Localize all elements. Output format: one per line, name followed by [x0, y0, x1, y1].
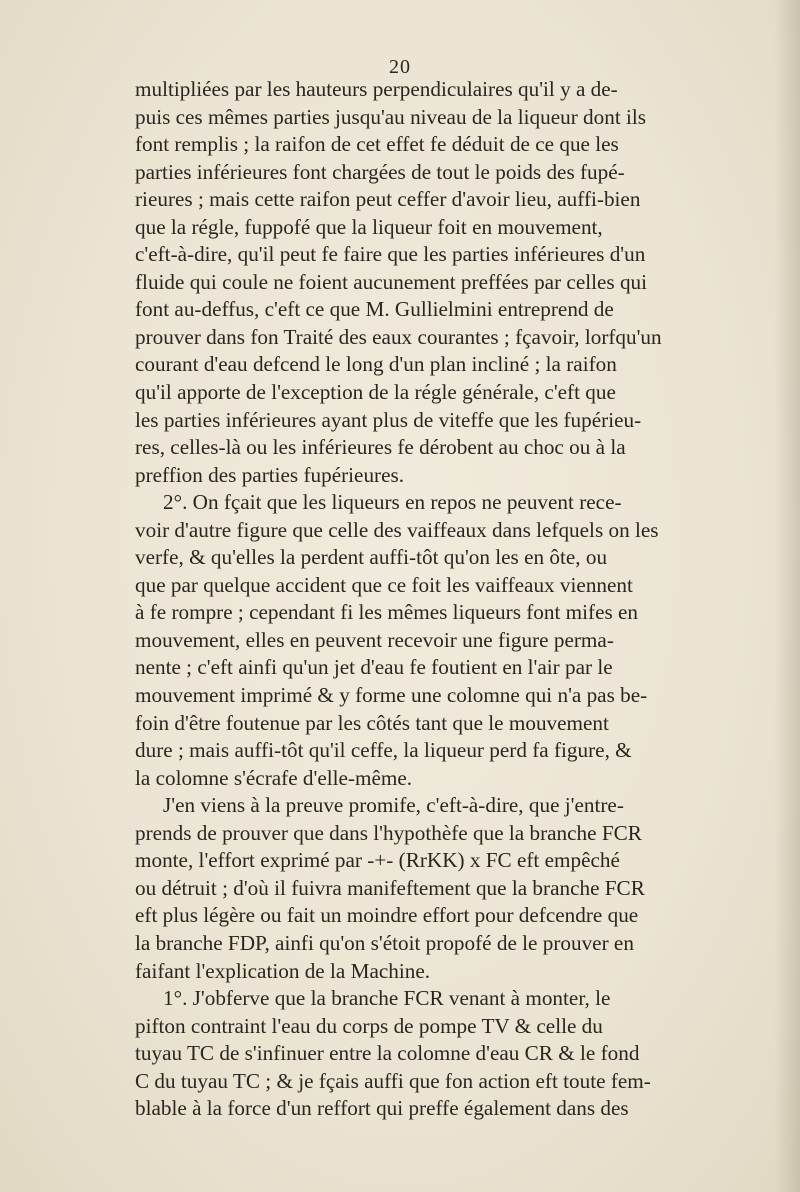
text-line: tuyau TC de s'infinuer entre la colomne d'eau CR & le fond — [135, 1041, 640, 1066]
text-line: multipliées par les hauteurs perpendiculaires qu'il y a de- — [135, 77, 618, 101]
text-line: blable à la force d'un reffort qui preffe également dans des — [135, 1096, 629, 1121]
text-line: fluide qui coule ne foient aucunement preffées par celles qui — [135, 269, 648, 294]
text-line: preffion des parties fupérieures. — [135, 462, 405, 487]
text-line: verfe, & qu'elles la perdent auffi-tôt qu'on les en ôte, ou — [135, 545, 608, 570]
text-line: 1°. J'obferve que la branche FCR venant à monter, le — [163, 986, 611, 1011]
text-line: mouvement, elles en peuvent recevoir une figure perma- — [135, 627, 614, 652]
text-line: pifton contraint l'eau du corps de pompe TV & celle du — [135, 1013, 603, 1038]
text-line: res, celles-là ou les inférieures fe dérobent au choc ou à la — [135, 435, 626, 460]
page-number: 20 — [389, 56, 411, 78]
text-line: rieures ; mais cette raifon peut ceffer d'avoir lieu, auffi-bien — [135, 187, 641, 212]
text-line: la colomne s'écrafe d'elle-même. — [135, 765, 413, 790]
text-line: qu'il apporte de l'exception de la régle générale, c'eft que — [135, 380, 616, 405]
text-line: parties inférieures font chargées de tout le poids des fupé- — [135, 159, 625, 184]
text-line: nente ; c'eft ainfi qu'un jet d'eau fe foutient en l'air par le — [135, 655, 613, 680]
paragraph-4 — [135, 985, 705, 1123]
text-line: ou détruit ; d'où il fuivra manifeftement que la branche FCR — [135, 875, 645, 900]
text-line: que par quelque accident que ce foit les vaiffeaux viennent — [135, 572, 633, 597]
text-line: C du tuyau TC ; & je fçais auffi que fon action eft toute fem- — [135, 1068, 651, 1093]
text-line: font au-deffus, c'eft ce que M. Gullielmini entreprend de — [135, 297, 614, 322]
paragraph-1 — [135, 76, 705, 489]
page-edge-shadow — [774, 0, 800, 1192]
paragraph-3 — [135, 792, 705, 985]
text-line: faifant l'explication de la Machine. — [135, 958, 431, 983]
text-line: mouvement imprimé & y forme une colomne qui n'a pas be- — [135, 683, 648, 708]
text-line: foin d'être foutenue par les côtés tant que le mouvement — [135, 710, 609, 735]
text-line: c'eft-à-dire, qu'il peut fe faire que les parties inférieures d'un — [135, 242, 646, 267]
text-line: prouver dans fon Traité des eaux courantes ; fçavoir, lorfqu'un — [135, 324, 662, 349]
text-line: voir d'autre figure que celle des vaiffeaux dans lefquels on les — [135, 517, 659, 542]
text-line: puis ces mêmes parties jusqu'au niveau de la liqueur dont ils — [135, 104, 647, 129]
text-line: eft plus légère ou fait un moindre effort pour defcendre que — [135, 903, 639, 928]
body-text — [135, 76, 705, 1123]
text-line: font remplis ; la raifon de cet effet fe déduit de ce que les — [135, 132, 619, 157]
text-line: prends de prouver que dans l'hypothèfe que la branche FCR — [135, 820, 642, 845]
text-line: 2°. On fçait que les liqueurs en repos ne peuvent rece- — [163, 490, 622, 515]
text-line: la branche FDP, ainfi qu'on s'étoit propofé de le prouver en — [135, 930, 634, 955]
text-line: dure ; mais auffi-tôt qu'il ceffe, la liqueur perd fa figure, & — [135, 738, 632, 763]
text-line: courant d'eau defcend le long d'un plan incliné ; la raifon — [135, 352, 617, 377]
text-line: les parties inférieures ayant plus de viteffe que les fupérieu- — [135, 407, 642, 432]
text-line: que la régle, fuppofé que la liqueur foit en mouvement, — [135, 214, 603, 239]
text-line: à fe rompre ; cependant fi les mêmes liqueurs font mifes en — [135, 600, 639, 625]
text-line: monte, l'effort exprimé par -+- (RrKK) x FC eft empêché — [135, 848, 620, 873]
text-line: J'en viens à la preuve promife, c'eft-à-dire, que j'entre- — [163, 793, 624, 818]
paragraph-2 — [135, 489, 705, 792]
